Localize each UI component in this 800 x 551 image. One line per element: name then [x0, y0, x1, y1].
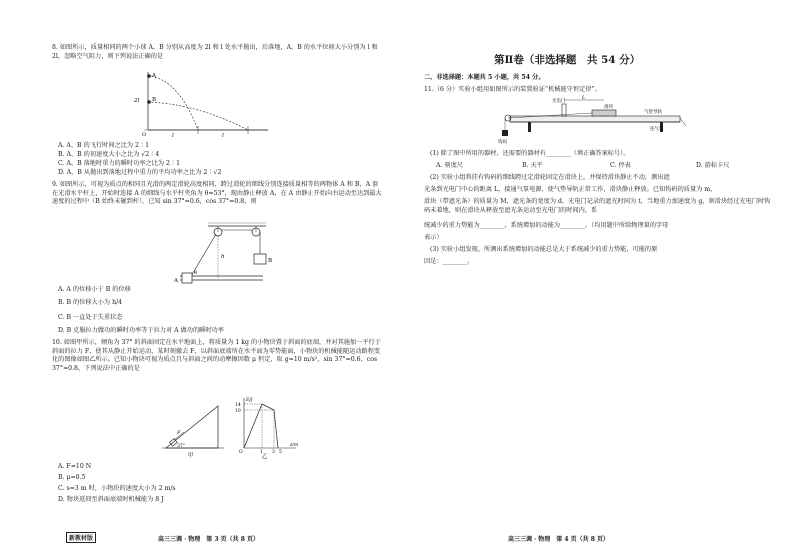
q11-p3-line1: (3) 实验小组发现，所测出系统增加的动能总是大于系统减少的重力势能，可能的原: [430, 246, 658, 253]
q11-p2-line5: 表示）: [424, 234, 443, 241]
q11-label-slider: 滑块: [604, 105, 613, 110]
q9-option-a: A. A 的位移小于 B 的位移: [58, 286, 131, 293]
q11-p3-line2: 因是：________。: [424, 258, 474, 265]
q9-option-d: D. B 克服拉力做功的瞬时功率等于拉力对 A 做功的瞬时功率: [58, 327, 224, 334]
right-page: [400, 0, 800, 551]
q8-option-a: A. A、B 的飞行时间之比为 2∶1: [58, 142, 150, 149]
q11-option-d: D. 游标卡尺: [696, 162, 730, 169]
q11-p1: (1) 除了图中所用的器材，还需要的器材有________（填正确答案标号）。: [430, 150, 630, 157]
q8-stem: 8. 如图所示，质量相同的两个小球 A、B 分别从高度为 2l 和 l 处水平抛出，后落地，A、B 的水平位移大小分别为 l 和 2l，忽略空气阻力，则下列说法正确的是: [52, 44, 378, 60]
q9-option-c: C. B 一直处于失重状态: [58, 314, 123, 321]
q11-label-rail: 气垫导轨: [644, 110, 662, 115]
section-instruction: 二、非选择题：本题共 5 小题，共 54 分。: [424, 74, 545, 81]
q11-label-pump: 连气泵: [650, 127, 664, 132]
q9-label-a: A: [174, 278, 178, 284]
q9-label-h: h: [221, 254, 225, 260]
q10-option-b: B. μ=0.5: [58, 474, 86, 481]
q10-stem: 10. 如图甲所示，倾角为 37° 的斜面固定在水平地面上，将质量为 1 kg 的小物块置于斜面的底端，并对其施加一平行于斜面的拉力 F，使其从静止开始运动，某时刻撤去 F，以斜面底端所在水平面为零势能面，小物块的机械能随运动路程变化的图像如图乙所示。已知小物块可视为质点且与斜面之间的动摩擦因数 μ 恒定，取 g=10 m/s²，sin 37°=0.6，cos 37°=0.8，下列说法中正确的是: [52, 339, 381, 372]
q9-figure: [174, 222, 288, 292]
q8-label-x1: l: [172, 133, 174, 139]
q10-label-t1: 14: [235, 403, 241, 408]
q10-option-d: D. 物块返回至斜面底端时机械能为 8 J: [58, 496, 164, 503]
q9-label-theta: θ: [194, 270, 198, 276]
q10-figure-yi: [234, 396, 304, 458]
q8-label-x2: l: [222, 133, 224, 139]
q8-label-height: 2l: [134, 98, 140, 104]
q10-label-ylabel: E/J: [246, 398, 253, 403]
q11-stem: 11.（6 分）实验小组用如图所示的装置验证“机械能守恒定律”。: [424, 86, 601, 93]
q10-option-a: A. F=10 N: [58, 463, 92, 470]
right-footer: 高三三调 · 物理 第 4 页（共 8 页）: [508, 536, 609, 543]
q9-label-b: B: [268, 258, 273, 264]
q11-p2-line1: (2) 实验小组将挂有钩码的细线跨过定滑轮固定在滑块上，并保持滑块静止不动，测出遮: [430, 174, 670, 181]
q11-option-c: C. 停表: [610, 162, 631, 169]
q8-option-d: D. A、B 从抛出到落地过程中重力的平均功率之比为 2∶√2: [58, 169, 222, 176]
q10-label-t2: 10: [235, 409, 241, 414]
q11-figure: [500, 96, 690, 146]
q8-label-a: A: [152, 73, 156, 79]
q8-label-o: O: [142, 132, 147, 138]
section-title: 第Ⅱ卷（非选择题 共 54 分）: [494, 54, 641, 66]
q10-label-xt2: 3: [272, 450, 275, 455]
q11-label-gate: 光电门: [552, 99, 566, 104]
q10-figure-jia: [160, 396, 230, 458]
q9-option-b: B. B 的位移大小为 h/4: [58, 299, 123, 306]
q11-label-l: L: [582, 96, 585, 101]
q10-label-xt3: 5: [279, 450, 282, 455]
q11-label-hook: 钩码: [498, 140, 507, 145]
edition-badge: 新教材版: [66, 532, 96, 543]
q10-label-F: F: [177, 430, 181, 436]
q10-option-c: C. s=3 m 时，小物块的速度大小为 2 m/s: [58, 485, 176, 492]
q11-p2-line3: 滑块（带遮光条）的质量为 M，遮光条的宽度为 d，光电门记录的遮光时间为 t，当地重力加速度为 g，则滑块经过光电门时钩码未着地，则在滑块从释放至遮光条运动至光电门的时间内，系: [424, 198, 771, 214]
q10-label-jia: 甲: [188, 453, 194, 459]
q11-p2-line4: 统减少的重力势能为________，系统增加的动能为________。（均用题中所给物理量的字母: [424, 222, 669, 229]
q10-label-xt1: 1: [260, 450, 263, 455]
q9-stem: 9. 如图所示，可视为质点的相同且光滑的两定滑轮高度相同，跨过滑轮的细线分别连接质量相等的两物体 A 和 B，A 套在光滑水平杆上，开始时连接 A 的细线与水平杆夹角为 θ=53°，现由静止释放 A，在 A 由静止开始向右运动至达到最大速度的过程中（B 始终未碰到杆），已知 sin 37°=0.6，cos 37°=0.8，则: [52, 181, 382, 206]
q10-label-angle: 37°: [177, 444, 185, 449]
q8-label-b: B: [152, 97, 157, 103]
q10-label-xlabel: s/m: [290, 443, 299, 448]
q8-option-b: B. A、B 的初速度大小之比为 √2∶4: [58, 151, 160, 158]
q8-option-c: C. A、B 落地时重力的瞬时功率之比为 2∶1: [58, 160, 181, 167]
q10-label-yi: 乙: [262, 454, 268, 460]
q10-label-o: O: [239, 450, 243, 455]
q8-figure: [128, 68, 298, 138]
q11-option-b: B. 天平: [522, 162, 543, 169]
q11-p2-line2: 光条到光电门中心的距离 L，接通气泵电源，使气垫导轨正常工作，滑块静止释放。已知钩码的质量为 m，: [424, 186, 717, 193]
left-footer: 高三三调 · 物理 第 3 页（共 8 页）: [158, 536, 259, 543]
q11-option-a: A. 刻度尺: [436, 162, 463, 169]
